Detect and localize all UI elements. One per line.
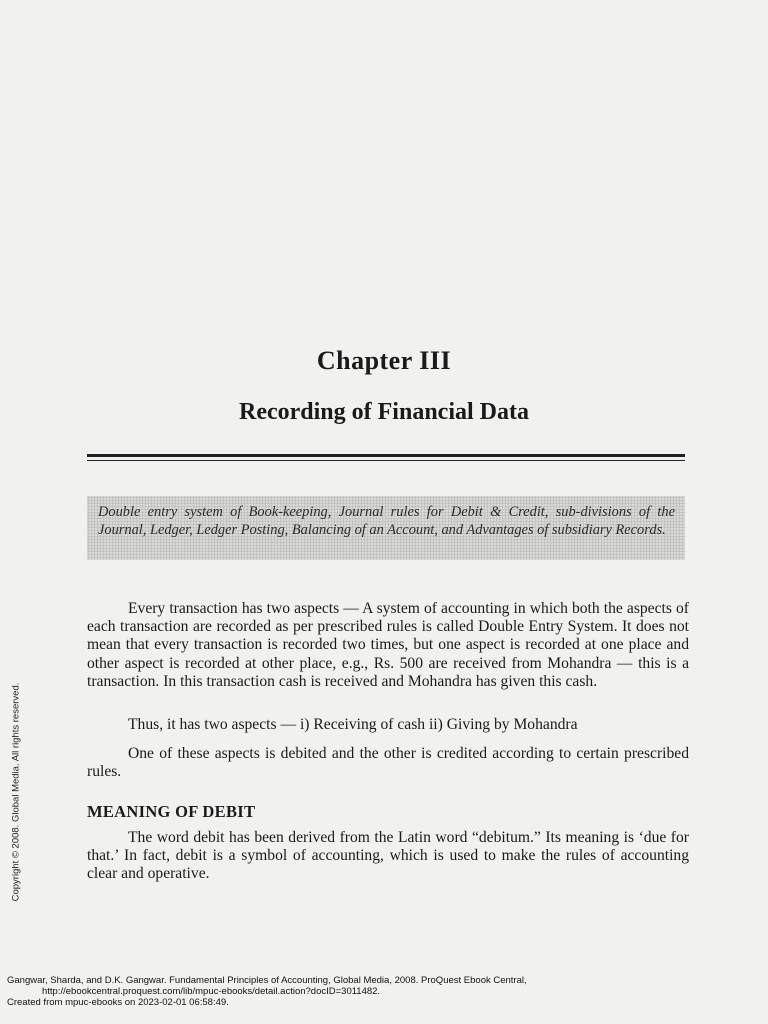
chapter-number: Chapter III — [316, 346, 452, 375]
chapter-summary-box — [87, 496, 685, 560]
footer-url-link[interactable]: http://ebookcentral.proquest.com/lib/mpuc-ebooks/detail.action?docID=3011482. — [42, 986, 381, 997]
copyright-sidebar: Copyright © 2008. Global Media. All rights reserved. — [10, 682, 22, 902]
title-rule-thick — [87, 454, 685, 457]
footer-created-line: Created from mpuc-ebooks on 2023-02-01 06:58:49. — [7, 997, 229, 1008]
paragraph-meaning-of-debit: The word debit has been derived from the Latin word “debitum.” Its meaning is ‘due for that.’ In fact, debit is a symbol of accounting, which is used to make the rules of accounting clear and operative. — [87, 829, 689, 883]
paragraph-double-entry: Every transaction has two aspects — A system of accounting in which both the aspects of each transaction are recorded as per prescribed rules is called Double Entry System. It does not mean that every transaction is recorded two times, but one aspect is recorded at one place and other aspect is recorded at other place, e.g., Rs. 500 are received from Mohandra — this is a transaction. In this transaction cash is received and Mohandra has given this cash. — [87, 600, 689, 690]
citation-footer — [7, 975, 757, 1008]
chapter-summary-text: Double entry system of Book-keeping, Journal rules for Debit & Credit, sub-divisions of the Journal, Ledger, Ledger Posting, Balancing of an Account, and Advantages of subsidiary Records. — [98, 504, 675, 538]
title-rule-thin — [87, 460, 685, 461]
chapter-title: Recording of Financial Data — [239, 399, 529, 425]
footer-citation-line: Gangwar, Sharda, and D.K. Gangwar. Fundamental Principles of Accounting, Global Media, 2008. ProQuest Ebook Central, — [7, 975, 527, 986]
paragraph-debit-credit: One of these aspects is debited and the other is credited according to certain prescribed rules. — [87, 745, 689, 781]
section-heading-meaning-of-debit: MEANING OF DEBIT — [87, 802, 256, 821]
paragraph-two-aspects: Thus, it has two aspects — i) Receiving of cash ii) Giving by Mohandra — [128, 716, 578, 733]
